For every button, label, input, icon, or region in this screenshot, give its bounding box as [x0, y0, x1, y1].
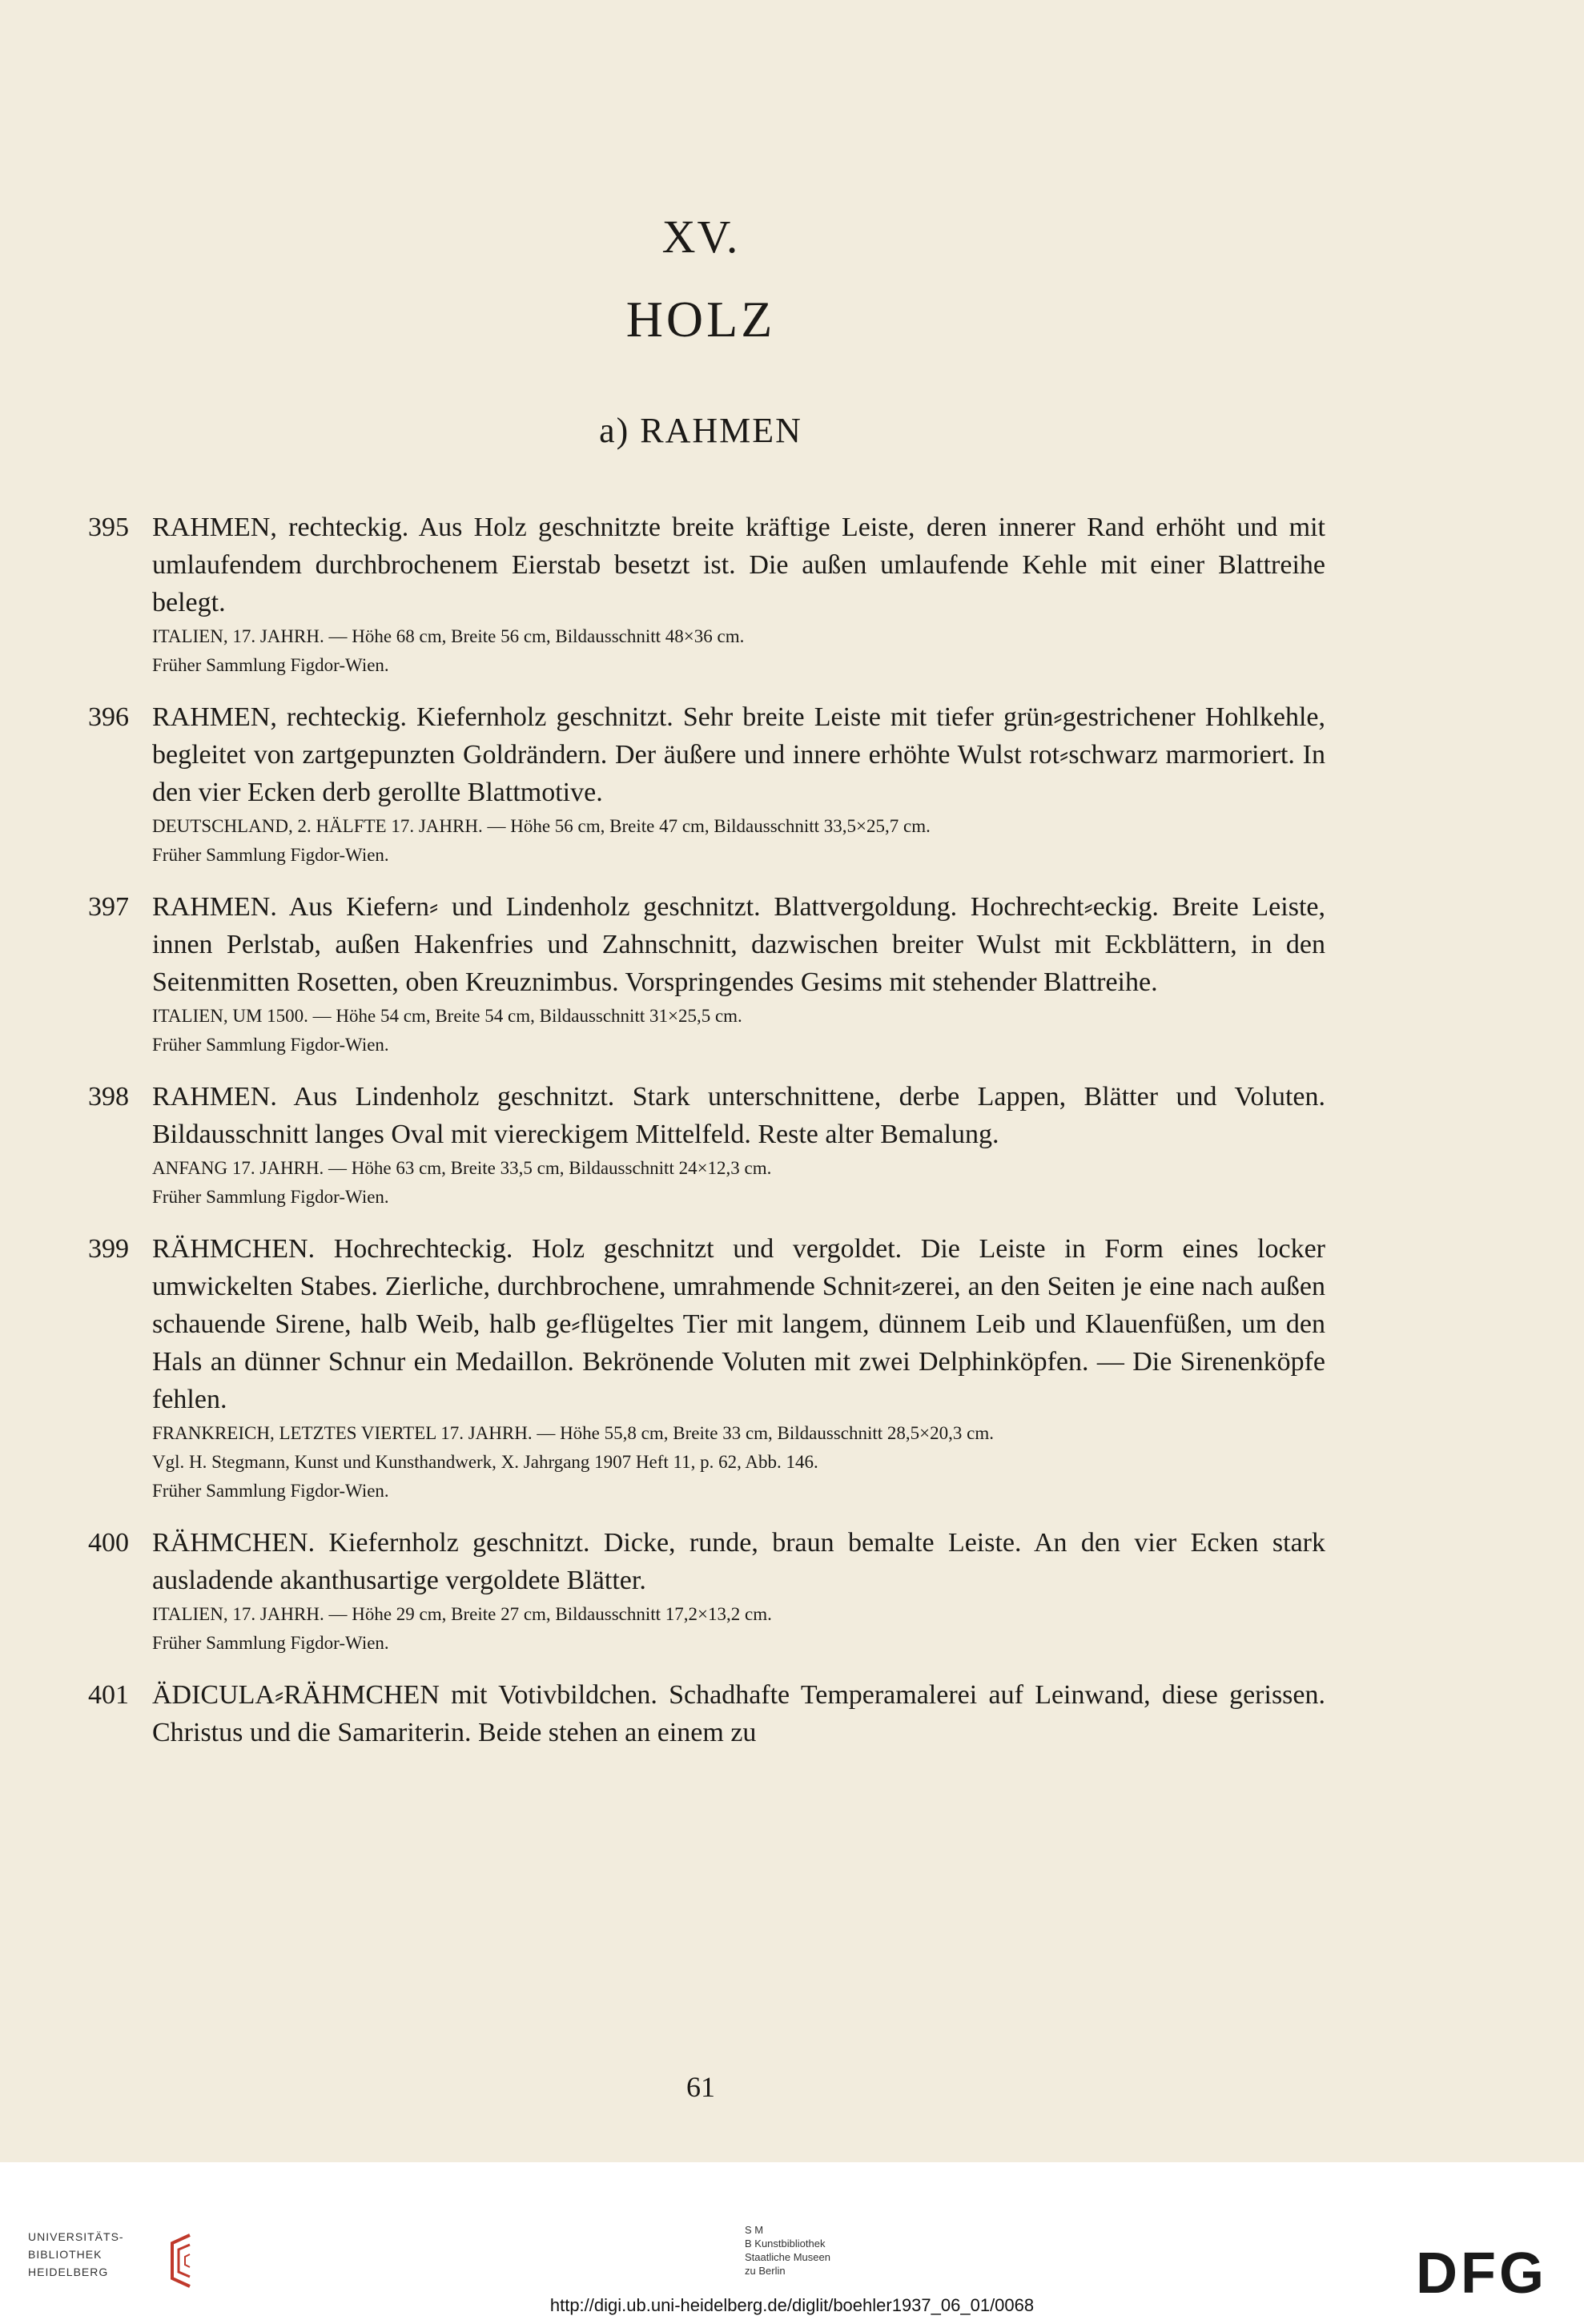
entry-meta-line: ITALIEN, UM 1500. — Höhe 54 cm, Breite 54 cm, Bildausschnitt 31×25,5 cm. [152, 1006, 742, 1026]
catalog-entry-399 [88, 1230, 1325, 1505]
university-library-logo[interactable] [28, 2228, 196, 2300]
entry-meta-line: ITALIEN, 17. JAHRH. — Höhe 29 cm, Breite 27 cm, Bildausschnitt 17,2×13,2 cm. [152, 1604, 772, 1624]
museum-credit-line: zu Berlin [745, 2265, 786, 2277]
entry-description: RÄHMCHEN. Kiefernholz geschnitzt. Dicke, runde, braun bemalte Leiste. An den vier Ecken stark ausladende akanthusartige vergoldete Blätter. [152, 1528, 1325, 1595]
entry-description: RAHMEN, rechteckig. Aus Holz geschnitzte breite kräftige Leiste, deren innerer Rand erhöht und mit umlaufendem durchbrochenem Eierstab besetzt ist. Die außen umlaufende Kehle mit einer Blattreihe belegt. [152, 513, 1325, 617]
entry-number: 399 [88, 1234, 129, 1264]
section-title: a) RAHMEN [599, 411, 802, 450]
museum-credit-line: Staatliche Museen [745, 2251, 830, 2263]
library-name-line: HEIDELBERG [28, 2266, 109, 2278]
entry-number: 395 [88, 513, 129, 542]
entry-meta-line: DEUTSCHLAND, 2. HÄLFTE 17. JAHRH. — Höhe 56 cm, Breite 47 cm, Bildausschnitt 33,5×25,7 cm. [152, 816, 931, 836]
entry-number: 401 [88, 1680, 129, 1710]
dfg-logo[interactable]: DFG [1416, 2242, 1547, 2306]
entry-reference: Vgl. H. Stegmann, Kunst und Kunsthandwerk, X. Jahrgang 1907 Heft 11, p. 62, Abb. 146. [152, 1452, 818, 1472]
catalog-entry-397 [88, 888, 1325, 1059]
entry-number: 398 [88, 1082, 129, 1112]
museum-credit-line: B Kunstbibliothek [745, 2238, 826, 2250]
catalog-entry-398 [88, 1078, 1325, 1211]
library-logo-icon [166, 2232, 195, 2290]
source-url-link[interactable]: http://digi.ub.uni-heidelberg.de/diglit/boehler1937_06_01/0068 [549, 2295, 1035, 2315]
chapter-number: XV. [661, 211, 740, 263]
entry-provenance: Früher Sammlung Figdor-Wien. [152, 1035, 389, 1055]
entry-provenance: Früher Sammlung Figdor-Wien. [152, 1633, 389, 1653]
entry-description: RAHMEN. Aus Lindenholz geschnitzt. Stark unterschnittene, derbe Lappen, Blätter und Voluten. Bildausschnitt langes Oval mit viereckigem Mittelfeld. Reste alter Bemalung. [152, 1082, 1325, 1149]
entry-meta-line: ITALIEN, 17. JAHRH. — Höhe 68 cm, Breite 56 cm, Bildausschnitt 48×36 cm. [152, 626, 745, 646]
catalog-entries [88, 509, 1325, 1771]
entry-provenance: Früher Sammlung Figdor-Wien. [152, 655, 389, 675]
entry-meta-line: ANFANG 17. JAHRH. — Höhe 63 cm, Breite 33,5 cm, Bildausschnitt 24×12,3 cm. [152, 1158, 772, 1178]
museum-credit-line: S M [745, 2224, 764, 2236]
catalog-entry-401 [88, 1676, 1325, 1751]
catalog-entry-396 [88, 698, 1325, 869]
entry-meta-line: FRANKREICH, LETZTES VIERTEL 17. JAHRH. — Höhe 55,8 cm, Breite 33 cm, Bildausschnitt 28,5×20,3 cm. [152, 1423, 994, 1443]
entry-provenance: Früher Sammlung Figdor-Wien. [152, 1481, 389, 1501]
catalog-entry-400 [88, 1524, 1325, 1657]
entry-provenance: Früher Sammlung Figdor-Wien. [152, 1187, 389, 1207]
library-name-line: BIBLIOTHEK [28, 2248, 103, 2261]
entry-number: 397 [88, 892, 129, 922]
page-number: 61 [686, 2071, 715, 2103]
entry-provenance: Früher Sammlung Figdor-Wien. [152, 845, 389, 865]
entry-description: RÄHMCHEN. Hochrechteckig. Holz geschnitzt und vergoldet. Die Leiste in Form eines locker umwickelten Stabes. Zierliche, durchbrochene, umrahmende Schnit⸗zerei, an den Seiten je eine nach außen schauende Sirene, halb Weib, halb ge⸗flügeltes Tier mit langem, dünnem Leib und Klauenfüßen, um den Hals an dünner Schnur ein Medaillon. Bekrönende Voluten mit zwei Delphinköpfen. — Die Sirenenköpfe fehlen. [152, 1234, 1325, 1414]
library-name-line: UNIVERSITÄTS- [28, 2230, 124, 2243]
entry-number: 400 [88, 1528, 129, 1558]
chapter-title: HOLZ [625, 291, 776, 348]
entry-description: RAHMEN, rechteckig. Kiefernholz geschnitzt. Sehr breite Leiste mit tiefer grün⸗gestrichener Hohlkehle, begleitet von zartgepunzten Goldrändern. Der äußere und innere erhöhte Wulst rot⸗schwarz marmoriert. In den vier Ecken derb gerollte Blattmotive. [152, 702, 1325, 807]
museum-credit [745, 2223, 841, 2278]
entry-description: RAHMEN. Aus Kiefern⸗ und Lindenholz geschnitzt. Blattvergoldung. Hochrecht⸗eckig. Breite Leiste, innen Perlstab, außen Hakenfries und Zahnschnitt, dazwischen breiter Wulst mit Eckblättern, in den Seitenmitten Rosetten, oben Kreuznimbus. Vorspringendes Gesims mit stehender Blattreihe. [152, 892, 1325, 997]
digitization-footer [0, 2162, 1584, 2324]
entry-description: ÄDICULA⸗RÄHMCHEN mit Votivbildchen. Schadhafte Temperamalerei auf Leinwand, diese gerissen. Christus und die Samariterin. Beide stehen an einem zu [152, 1680, 1325, 1747]
entry-number: 396 [88, 702, 129, 732]
catalog-entry-395 [88, 509, 1325, 679]
